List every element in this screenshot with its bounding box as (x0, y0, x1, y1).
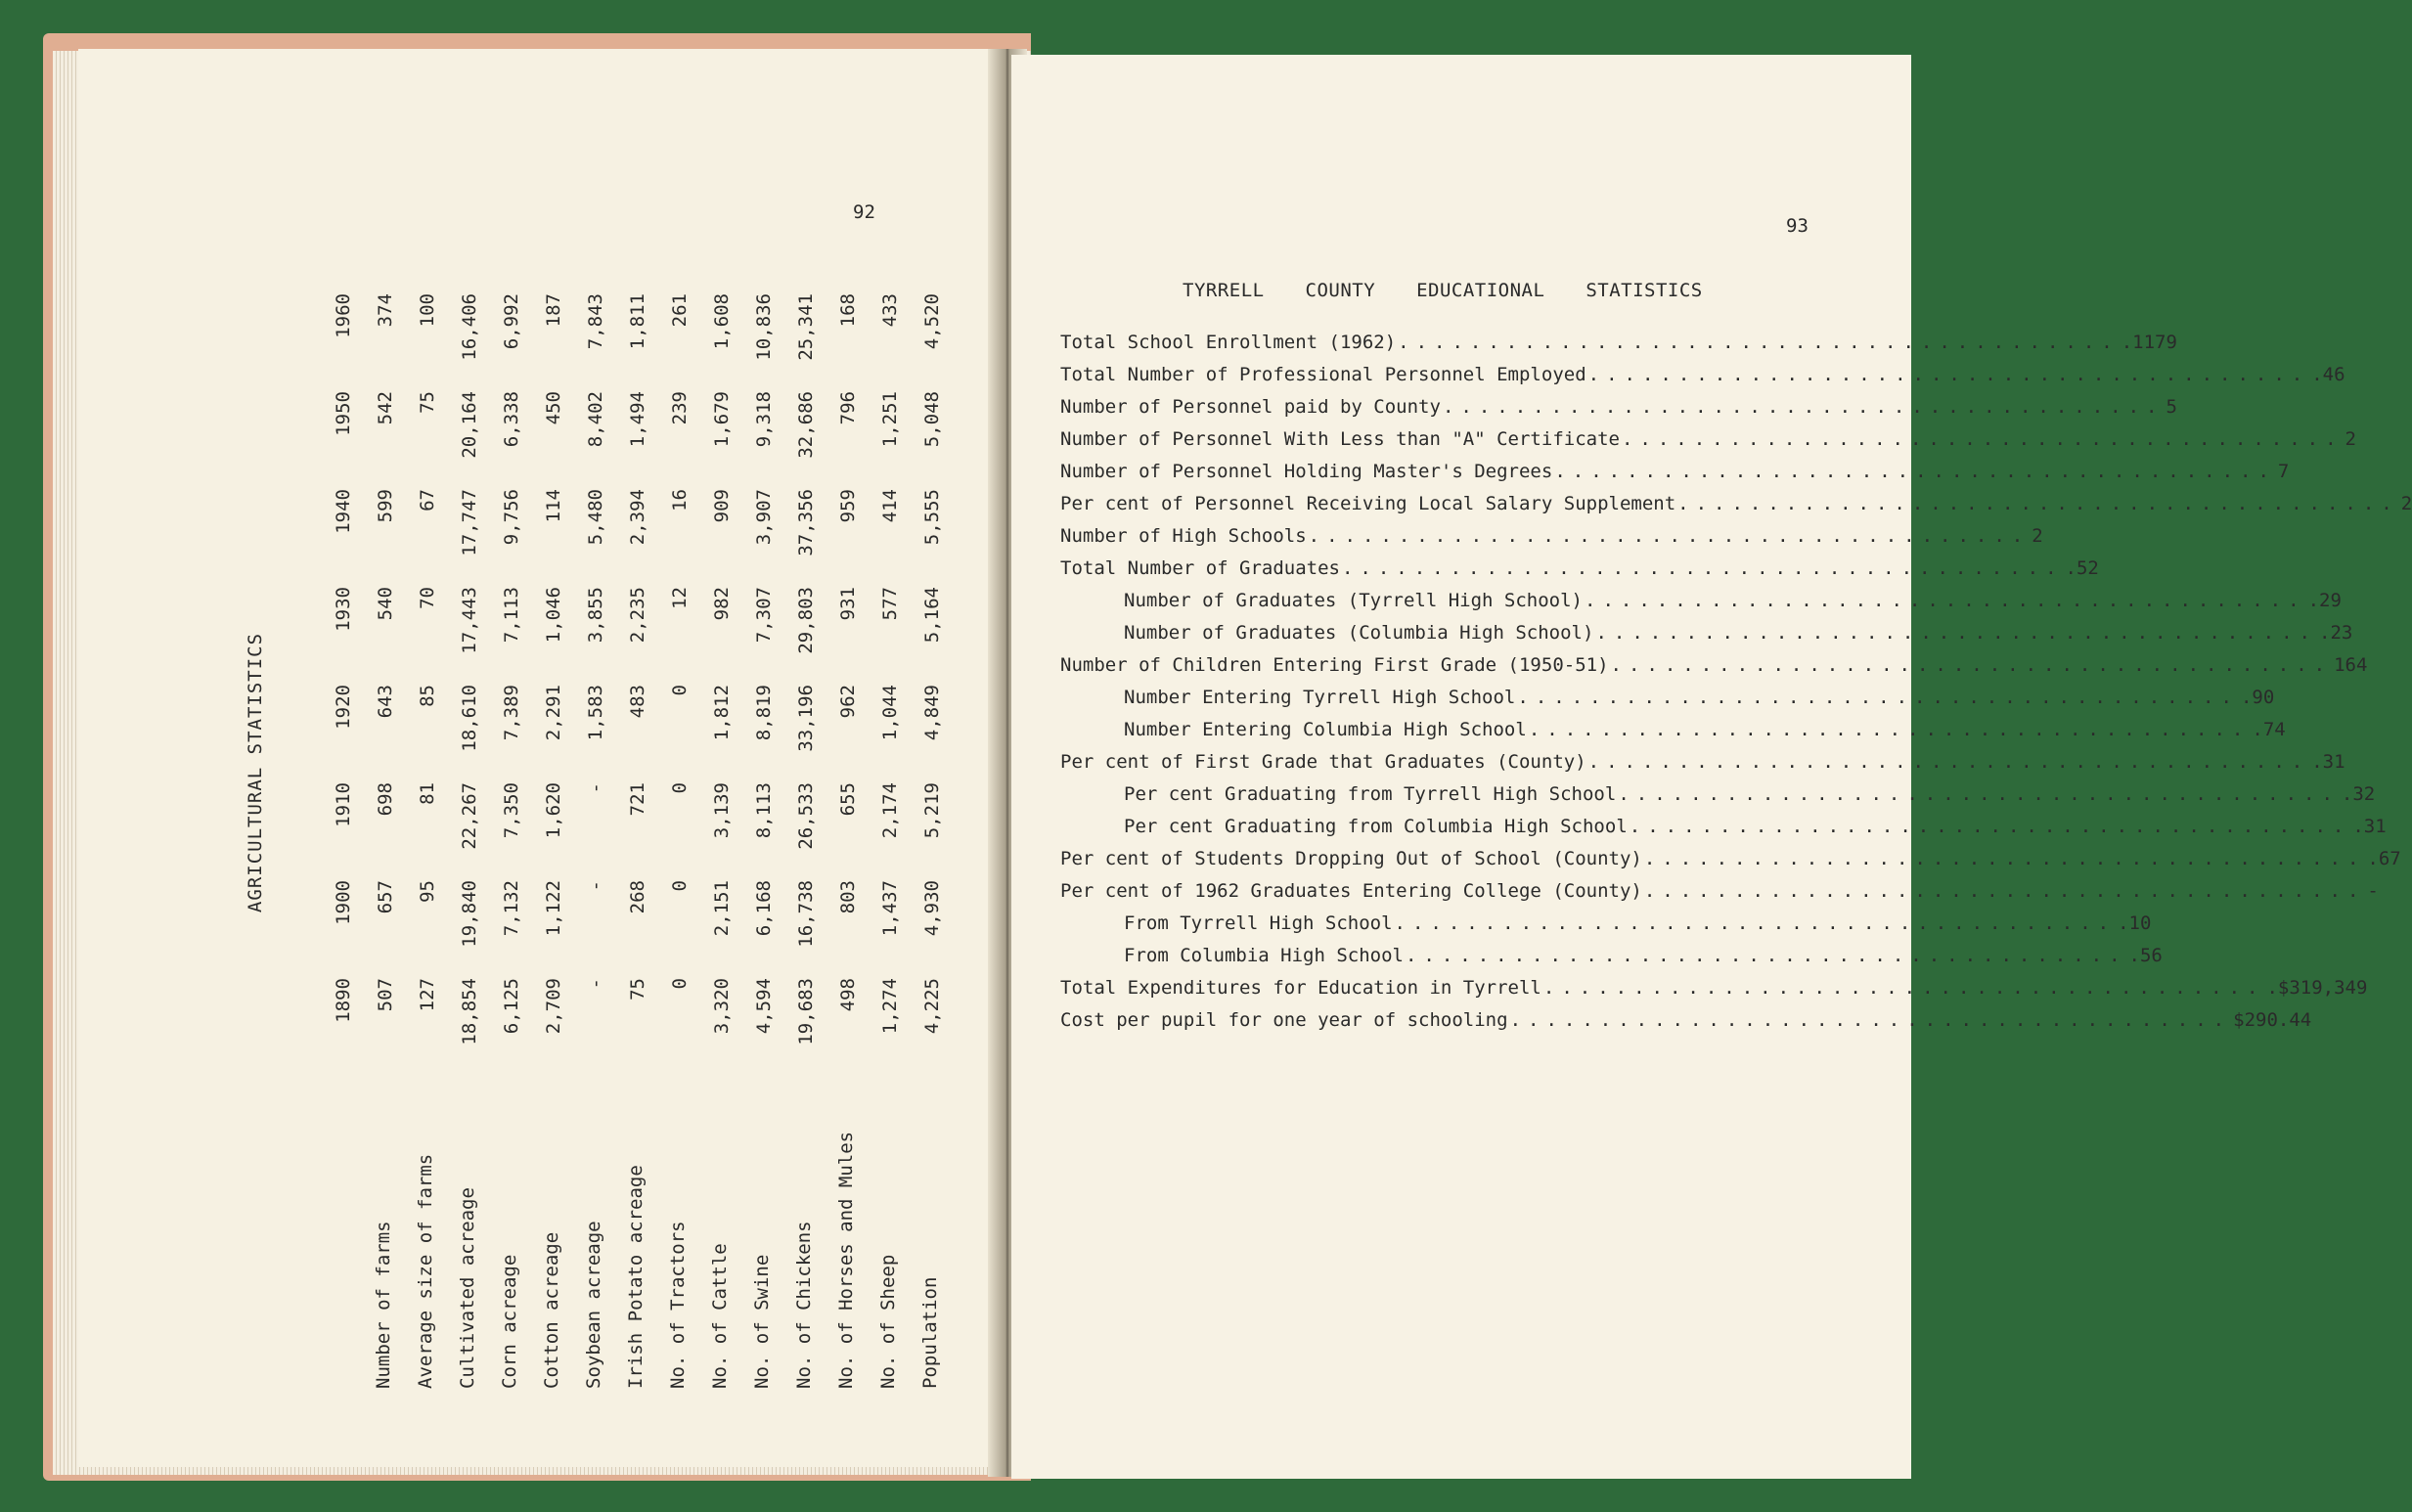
table-cell: 5,555 (921, 489, 943, 546)
statistic-value: .23 (2319, 622, 2353, 644)
leader-dots: ........................................ (1629, 816, 2351, 837)
statistic-value: .56 (2128, 945, 2163, 966)
statistic-row (1060, 999, 2312, 1031)
table-cell: 8,402 (585, 391, 606, 448)
row-label: Cotton acreage (541, 1231, 562, 1389)
leader-dots: ........................................ (1618, 783, 2340, 805)
right-page (1011, 55, 2412, 1479)
table-cell: 20,164 (459, 391, 480, 459)
table-cell: 577 (879, 587, 901, 621)
statistic-label: Total School Enrollment (1962) (1060, 332, 1397, 353)
statistic-row (1060, 547, 2099, 579)
table-cell: 7,132 (501, 880, 522, 937)
table-cell: 168 (837, 293, 859, 328)
table-cell: 0 (669, 782, 691, 794)
table-cell: 450 (543, 391, 564, 425)
table-cell: 483 (627, 685, 648, 719)
table-cell: 17,443 (459, 587, 480, 654)
row-label: No. of Swine (751, 1254, 773, 1389)
statistic-value: .31 (2352, 816, 2387, 837)
table-cell: 0 (669, 685, 691, 696)
left-page-number: 92 (853, 201, 875, 223)
statistic-label: Cost per pupil for one year of schooling (1060, 1009, 1508, 1031)
table-cell: 19,840 (459, 880, 480, 948)
table-cell: 127 (417, 978, 438, 1012)
table-cell: 962 (837, 685, 859, 719)
statistic-value: .67 (2367, 848, 2401, 869)
statistic-value: 2 (2032, 525, 2043, 547)
table-cell: 655 (837, 782, 859, 817)
table-cell: 1,679 (711, 391, 733, 448)
table-cell: 16,406 (459, 293, 480, 361)
year-header: 1890 (333, 978, 354, 1023)
left-page (78, 49, 1002, 1467)
table-cell: 7,389 (501, 685, 522, 741)
statistic-label: Number of Personnel Holding Master's Degrees (1060, 461, 1553, 482)
statistic-row (1060, 902, 2152, 934)
table-cell: 2,174 (879, 782, 901, 839)
table-cell: 2,394 (627, 489, 648, 546)
leader-dots: ........................................ (1341, 557, 2064, 579)
statistic-value: .90 (2240, 687, 2275, 708)
agricultural-table-rotated (98, 98, 978, 1447)
statistic-row (1060, 837, 2401, 869)
row-label: Cultivated acreage (457, 1187, 478, 1389)
leader-dots: ........................................ (1610, 654, 2333, 676)
table-cell: 0 (669, 880, 691, 892)
statistic-row (1060, 708, 2286, 740)
row-label: Average size of farms (415, 1153, 436, 1389)
table-cell: 114 (543, 489, 564, 523)
table-cell: 4,520 (921, 293, 943, 350)
table-cell: 8,113 (753, 782, 775, 839)
statistic-value: 2 (2345, 428, 2356, 450)
table-cell: 6,168 (753, 880, 775, 937)
table-cell: 1,620 (543, 782, 564, 839)
statistic-row (1060, 418, 2356, 450)
table-cell: 9,318 (753, 391, 775, 448)
table-cell: 0 (669, 978, 691, 990)
table-cell: 22,267 (459, 782, 480, 850)
table-cell: 643 (375, 685, 396, 719)
table-cell: 17,747 (459, 489, 480, 556)
table-cell: 75 (627, 978, 648, 1001)
table-cell: 657 (375, 880, 396, 914)
statistic-label: Number of Children Entering First Grade (1950-51) (1060, 654, 1609, 676)
table-cell: 414 (879, 489, 901, 523)
right-page-number: 93 (1786, 215, 1809, 237)
table-cell: 19,683 (795, 978, 817, 1045)
table-cell: 1,812 (711, 685, 733, 741)
table-cell: 1,608 (711, 293, 733, 350)
table-cell: 26,533 (795, 782, 817, 850)
statistic-row (1060, 385, 2177, 418)
table-cell: 1,811 (627, 293, 648, 350)
statistic-value: .46 (2311, 364, 2345, 385)
statistic-label: Per cent of Personnel Receiving Local Salary Supplement (1060, 493, 1676, 514)
statistic-row (1060, 579, 2342, 611)
education-statistics-list (1060, 321, 2412, 1031)
table-cell: 5,048 (921, 391, 943, 448)
statistic-label: Number Entering Tyrrell High School (1124, 687, 1516, 708)
table-cell: 33,196 (795, 685, 817, 752)
table-corner (333, 1076, 375, 1389)
statistic-value: 5 (2166, 396, 2177, 418)
statistic-row (1060, 514, 2043, 547)
table-cell: 9,756 (501, 489, 522, 546)
table-cell: 5,219 (921, 782, 943, 839)
table-cell: 721 (627, 782, 648, 817)
statistic-row (1060, 740, 2345, 773)
table-cell: - (585, 880, 606, 892)
education-heading: TYRRELL COUNTY EDUCATIONAL STATISTICS (1183, 280, 1703, 301)
statistic-value: .$319,349 (2266, 977, 2368, 999)
statistic-label: Number Entering Columbia High School (1124, 719, 1527, 740)
leader-dots: ........................................ (1643, 880, 2366, 902)
statistic-label: Number of High Schools (1060, 525, 1307, 547)
table-cell: 95 (417, 880, 438, 903)
row-label: No. of Chickens (793, 1221, 815, 1389)
leader-dots: ........................................ (1621, 428, 2344, 450)
leader-dots: ........................................ (1405, 945, 2127, 966)
leader-dots: ........................................ (1585, 590, 2306, 611)
table-cell: 239 (669, 391, 691, 425)
table-cell: 3,139 (711, 782, 733, 839)
year-header: 1960 (333, 293, 354, 338)
table-cell: 29,803 (795, 587, 817, 654)
leader-dots: ........................................ (1517, 687, 2239, 708)
statistic-value: .29 (2307, 590, 2342, 611)
year-header: 1950 (333, 391, 354, 436)
table-cell: 1,122 (543, 880, 564, 937)
leader-dots: ........................................ (1542, 977, 2265, 999)
statistic-value: .10 (2118, 912, 2152, 934)
table-cell: 4,930 (921, 880, 943, 937)
table-cell: 5,164 (921, 587, 943, 644)
statistic-label: Total Number of Professional Personnel Employed (1060, 364, 1586, 385)
table-cell: 268 (627, 880, 648, 914)
leader-dots: ........................................ (1677, 493, 2399, 514)
table-cell: 261 (669, 293, 691, 328)
table-cell: 599 (375, 489, 396, 523)
table-cell: 5,480 (585, 489, 606, 546)
table-cell: 18,610 (459, 685, 480, 752)
table-cell: 67 (417, 489, 438, 511)
row-label: Number of farms (373, 1221, 394, 1389)
row-label: No. of Cattle (709, 1243, 731, 1389)
statistic-value: .32 (2341, 783, 2376, 805)
table-cell: 2,151 (711, 880, 733, 937)
statistic-row (1060, 482, 2412, 514)
table-cell: 81 (417, 782, 438, 805)
statistic-row (1060, 934, 2163, 966)
statistic-label: Total Expenditures for Education in Tyrrell (1060, 977, 1541, 999)
row-label: Irish Potato acreage (625, 1165, 647, 1389)
table-cell: 1,494 (627, 391, 648, 448)
year-header: 1930 (333, 587, 354, 632)
table-cell: 796 (837, 391, 859, 425)
table-cell: 70 (417, 587, 438, 609)
leader-dots: ........................................ (1398, 332, 2120, 353)
table-cell: 498 (837, 978, 859, 1012)
table-cell: - (585, 782, 606, 794)
statistic-row (1060, 805, 2387, 837)
leader-dots: ........................................ (1595, 622, 2317, 644)
leader-dots: ........................................ (1587, 364, 2310, 385)
leader-dots: ........................................ (1643, 848, 2366, 869)
table-cell: 959 (837, 489, 859, 523)
table-cell: 32,686 (795, 391, 817, 459)
statistic-row (1060, 321, 2177, 353)
table-cell: 16 (669, 489, 691, 511)
table-cell: 3,855 (585, 587, 606, 644)
table-cell: 3,907 (753, 489, 775, 546)
year-header: 1920 (333, 685, 354, 730)
statistic-value: .52 (2065, 557, 2099, 579)
statistic-value: .31 (2311, 751, 2345, 773)
statistic-row (1060, 450, 2290, 482)
statistic-row (1060, 676, 2275, 708)
table-cell: 4,225 (921, 978, 943, 1035)
table-cell: 37,356 (795, 489, 817, 556)
statistic-row (1060, 353, 2345, 385)
leader-dots: ........................................ (1442, 396, 2165, 418)
statistic-label: Total Number of Graduates (1060, 557, 1340, 579)
table-cell: 7,843 (585, 293, 606, 350)
row-label: Corn acreage (499, 1254, 520, 1389)
table-cell: 6,992 (501, 293, 522, 350)
table-cell: 1,044 (879, 685, 901, 741)
table-cell: 7,350 (501, 782, 522, 839)
agricultural-title: AGRICULTURAL STATISTICS (245, 632, 266, 913)
table-cell: 6,125 (501, 978, 522, 1035)
statistic-value: 2 (2400, 493, 2412, 514)
row-label: Population (919, 1276, 941, 1389)
leader-dots: ........................................ (1528, 719, 2251, 740)
statistic-label: Number of Graduates (Tyrrell High School) (1124, 590, 1583, 611)
statistic-label: Number of Graduates (Columbia High School) (1124, 622, 1594, 644)
table-cell: 931 (837, 587, 859, 621)
table-cell: 540 (375, 587, 396, 621)
table-cell: 2,291 (543, 685, 564, 741)
statistic-label: Per cent Graduating from Tyrrell High School (1124, 783, 1617, 805)
table-cell: 2,235 (627, 587, 648, 644)
table-cell: 18,854 (459, 978, 480, 1045)
year-header: 1900 (333, 880, 354, 925)
table-cell: 982 (711, 587, 733, 621)
statistic-value: 164 (2334, 654, 2368, 676)
table-cell: 7,307 (753, 587, 775, 644)
year-header: 1910 (333, 782, 354, 827)
table-cell: 2,709 (543, 978, 564, 1035)
statistic-value: .1179 (2121, 332, 2177, 353)
statistic-label: Per cent of 1962 Graduates Entering College (County) (1060, 880, 1642, 902)
leader-dots: ........................................ (1308, 525, 2031, 547)
row-label: Soybean acreage (583, 1221, 604, 1389)
statistic-label: Per cent of Students Dropping Out of School (County) (1060, 848, 1642, 869)
year-header: 1940 (333, 489, 354, 534)
statistic-label: Number of Personnel With Less than "A" Certificate (1060, 428, 1620, 450)
leader-dots: ........................................ (1587, 751, 2310, 773)
table-cell: 10,836 (753, 293, 775, 361)
leader-dots: ........................................ (1509, 1009, 2232, 1031)
statistic-value: - (2367, 880, 2379, 902)
agricultural-table (333, 293, 963, 1389)
table-cell: 507 (375, 978, 396, 1012)
statistic-row (1060, 869, 2379, 902)
table-cell: 7,113 (501, 587, 522, 644)
statistic-label: Number of Personnel paid by County (1060, 396, 1441, 418)
table-cell: 803 (837, 880, 859, 914)
table-cell: 542 (375, 391, 396, 425)
table-cell: 1,046 (543, 587, 564, 644)
table-cell: 25,341 (795, 293, 817, 361)
statistic-row (1060, 966, 2368, 999)
table-cell: 1,274 (879, 978, 901, 1035)
statistic-row (1060, 773, 2376, 805)
table-cell: 12 (669, 587, 691, 609)
table-cell: 6,338 (501, 391, 522, 448)
table-cell: 85 (417, 685, 438, 707)
table-cell: - (585, 978, 606, 990)
table-cell: 4,594 (753, 978, 775, 1035)
statistic-label: Per cent of First Grade that Graduates (County) (1060, 751, 1586, 773)
table-cell: 187 (543, 293, 564, 328)
leader-dots: ........................................ (1394, 912, 2117, 934)
statistic-label: From Tyrrell High School (1124, 912, 1393, 934)
statistic-value: $290.44 (2233, 1009, 2312, 1031)
table-cell: 1,437 (879, 880, 901, 937)
statistic-value: 7 (2277, 461, 2290, 482)
row-label: No. of Horses and Mules (835, 1131, 857, 1389)
statistic-value: .74 (2252, 719, 2286, 740)
table-cell: 698 (375, 782, 396, 817)
statistic-label: From Columbia High School (1124, 945, 1404, 966)
row-label: No. of Sheep (877, 1254, 899, 1389)
table-cell: 374 (375, 293, 396, 328)
table-cell: 4,849 (921, 685, 943, 741)
table-cell: 8,819 (753, 685, 775, 741)
row-label: No. of Tractors (667, 1221, 689, 1389)
leader-dots: ........................................ (1554, 461, 2276, 482)
table-cell: 16,738 (795, 880, 817, 948)
statistic-label: Per cent Graduating from Columbia High School (1124, 816, 1628, 837)
table-cell: 100 (417, 293, 438, 328)
table-cell: 1,583 (585, 685, 606, 741)
statistic-row (1060, 644, 2368, 676)
table-cell: 75 (417, 391, 438, 414)
table-cell: 1,251 (879, 391, 901, 448)
table-cell: 433 (879, 293, 901, 328)
table-cell: 909 (711, 489, 733, 523)
table-cell: 3,320 (711, 978, 733, 1035)
statistic-row (1060, 611, 2353, 644)
